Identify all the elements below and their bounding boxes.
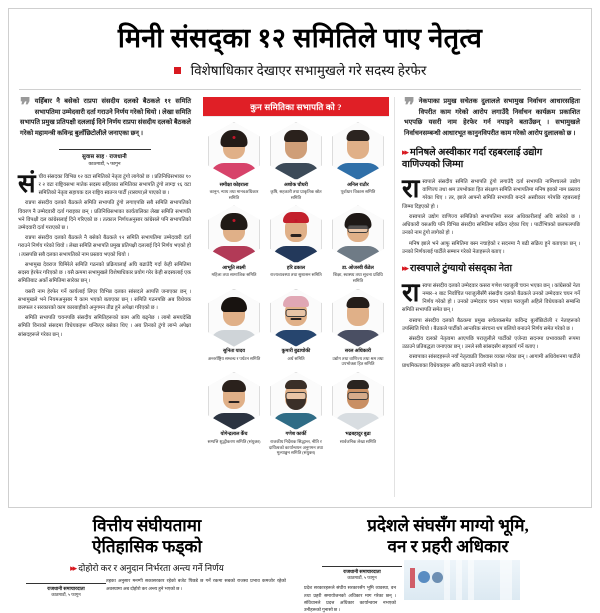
paragraph <box>18 168 191 198</box>
bottom-right-columns <box>304 560 592 612</box>
paragraph: समिति सभापति चयनपछि संसदीय समितिहरूको काम अघि बढ्नेछ । लामो समयदेखि समिति विनाको संसदमा विधेयकहरू थन्किएर बसेका थिए । अब तिनको टुंगो लाग्ने अपेक्षा सांसदहरूले गरेका छन् । <box>18 315 191 338</box>
photo-stripe <box>444 560 450 600</box>
subheadline: विशेषाधिकार देखाएर सभामुखले गरे सदस्य हेरफेर <box>190 63 427 79</box>
member-name: भद्रबहादुर बुढा <box>345 432 371 438</box>
photo-stripe <box>500 560 512 600</box>
member-name: अनिल राठौर <box>347 182 369 188</box>
emblem-secondary-icon <box>432 572 443 583</box>
paragraph: सभामुख देवराज घिमिरेले समिति गठनको प्रक्रियालाई अघि बढाउँदै गर्दा केही समितिमा सदस्य हेरफेर गरिएको छ । यसै क्रममा सभामुखले विशेषाधिकार प्रयोग गरेर केही सदस्यलाई एक समितिबाट अर्को समितिमा सारेका छन् । <box>18 261 191 285</box>
member-name: समीक्षा कोइराला <box>219 182 249 188</box>
right-heading-2 <box>402 263 580 276</box>
paragraph <box>402 277 580 315</box>
drop-cap: रा <box>402 174 420 204</box>
member-committee: राज्यव्यवस्था तथा सुशासन समिति <box>270 272 322 278</box>
member-name: कुमारी बुढाथोकी <box>281 349 311 355</box>
photo-stripe <box>456 560 462 600</box>
paragraph: रास्वपाका सांसदहरूले नयाँ नेतृत्वप्रति विश्वास व्यक्त गरेका छन् । आगामी अधिवेशनमा पार्टीले प्राथमिकताका विधेयकहरू अघि बढाउने तयारी गरेको छ । <box>402 354 580 369</box>
paragraph: राप्रपा संसदीय दलको बैठकले समिति सभापति टुंगो लगाएपछि सबै समिति सभापतिको विवरण नै उम्मेदवारी दर्ता गराइका छन् । प्रतिनिधिसभाका कार्यतालिका लेखा समिति सभापति भने विपक्षी दल कांग्रेसलाई दिने गरिएको छ । तत्काल निर्णयअनुसार कांग्रेसले पनि सभापतिको उम्मेदवारी दर्ता गराएको छ । <box>18 200 191 232</box>
photo-frame <box>270 289 322 347</box>
bottom-left-subhead <box>8 561 286 574</box>
member-cell <box>327 288 389 371</box>
member-committee: सार्वजनिक लेखा समिति <box>339 439 377 445</box>
subheadline-wrap <box>9 61 591 80</box>
photo-frame <box>208 372 260 430</box>
byline-author: राजधानी समाचारदाता <box>47 587 85 593</box>
headline-line-2: ऐतिहासिक फड्को <box>92 536 202 556</box>
member-photo <box>270 205 322 263</box>
right-column <box>394 93 580 497</box>
byline-date: काठमाडौं, ५ फागुन <box>347 575 377 581</box>
photo-frame <box>332 372 384 430</box>
double-chevron-icon: ▸▸ <box>402 263 408 274</box>
member-name: हरि ढकाल <box>286 265 306 271</box>
byline-date: काठमाडौं, ५ फागुन <box>88 161 121 167</box>
paragraph: रास्वपाले उद्योग वाणिज्य समितिको सभापतिमा सरल अधिकारीलाई अघि सारेको छ । अधिकारी यसअघि पनि विभिन्न संसदीय समितिमा सक्रिय रहेका थिए । पार्टीभित्रको छलफलपछि उनको नाम टुंगो लागेको हो । <box>402 213 580 237</box>
photo-frame <box>270 372 322 430</box>
double-chevron-icon: ▸▸ <box>70 563 76 574</box>
member-committee: कानुन, न्याय तथा मानवअधिकार समिति <box>209 189 259 200</box>
member-photo <box>332 372 384 430</box>
paragraph-text: स्वपाले संसदीय समिति सभापति टुंगो लगाउँदै दर्ता सभापति नामिश्चलले उद्योग वाणिज्य तथा श्रम उपभोक्ता हित संरक्षण समिति सभापतिमा मनिष झाको नाम प्रस्ताव गरेका थिए । तर, झाले आफ्नो समिति सभापति बन्दने अस्वीकार गरेपछि रहबरलाई जिम्मा दिइएको हो । <box>402 179 580 210</box>
member-grid <box>203 121 389 460</box>
bottom-right-photo <box>404 560 520 600</box>
member-name: अशोक चौधरी <box>283 182 308 188</box>
bottom-left-subhead-text: दोहोरो कर र अनुदान निर्भरता अन्त्य गर्ने निर्णय <box>78 563 224 574</box>
bottom-right-headline <box>304 516 592 557</box>
byline <box>59 149 151 167</box>
member-committee: पूर्वाधार विकास समिति <box>340 189 376 195</box>
member-photo <box>332 122 384 180</box>
paragraph-text: स्वपा संसदीय दलको उम्मेदवार कसरा गणेश पराजुली चयन भएका छन् । कांग्रेसको नेता नम्बर–२ बाट निर्वाचित पराजुलीसँगै संसदीय दलको बैठकले उनको उम्मेदवार चयन गर्ने निर्णय गरेको हो । उनको उम्मेदवार चयन भएका पराजुली अहिले विधेयकको सम्बन्धि समिति सभापति समेत छन् । <box>402 282 580 314</box>
bottom-left-headline <box>8 516 286 557</box>
member-cell <box>327 204 389 287</box>
member-committee: कृषि, सहकारी तथा प्राकृतिक स्रोत समिति <box>270 189 322 200</box>
byline-author: सुवास साह · राजधानी <box>82 153 127 160</box>
photo-frame <box>208 205 260 263</box>
bottom-left-columns <box>8 577 286 598</box>
quote-mark-icon: ❞ <box>404 93 415 118</box>
divider <box>19 89 581 90</box>
member-committee: सम्पत्ति शुद्धीकरण समिति (संयुक्त) <box>207 439 261 445</box>
member-photo <box>208 372 260 430</box>
member-photo <box>332 205 384 263</box>
page-title: मिनी संसद्का १२ समितिले पाए नेतृत्व <box>117 23 483 53</box>
byline-author: राजधानी समाचारदाता <box>343 570 381 576</box>
right-heading-1 <box>402 147 580 172</box>
member-cell <box>327 371 389 460</box>
photo-panel <box>198 97 394 497</box>
byline <box>322 566 402 581</box>
member-committee: शिक्षा, स्वास्थ्य तथा सूचना प्रविधि समिति <box>333 272 383 284</box>
member-name: डा. ओजस्वी कँडेल <box>342 265 374 271</box>
intro-quote <box>18 93 191 140</box>
member-committee: अन्तर्राष्ट्रिय सम्बन्ध र पर्यटन समिति <box>207 355 261 361</box>
member-committee: उद्योग तथा वाणिज्य तथा श्रम तथा उपभोक्ता हित समिति <box>332 355 384 367</box>
member-committee: अर्थ समिति <box>287 355 305 361</box>
flag-shape <box>410 568 415 588</box>
byline <box>26 583 106 598</box>
emblem-icon <box>418 571 430 583</box>
photo-frame <box>332 205 384 263</box>
photo-frame <box>332 122 384 180</box>
member-cell <box>327 121 389 204</box>
paragraph: राप्रपा संसदीय दलको बैठकले नै बसेको बैठकले १२ समिति सभापतिमा उम्मेदवारी दर्ता गराउने निर्णय गरेको थियो । लेखा समिति सभापति प्रमुख प्रतिपक्षी दललाई दिने निर्णय भएको हो । त्यसपछि सबै दलका सभापतिको नाम प्रस्ताव भएको थियो । <box>18 235 191 258</box>
double-chevron-icon: ▸▸ <box>402 146 408 157</box>
right-body-2 <box>402 277 580 370</box>
member-cell <box>265 371 327 460</box>
right-intro-text: नेकपाका प्रमुख सचेतक दुलालले सभामुख निर्वाचन आधारसहिता विपरीत काम गरेको आरोप लगाउँदै निर्वाचन कार्यक्रम प्रकाशित भएपछि यसरी नाम हेरफेर गर्न नपाइने बताउँछन् । सभामुखले निर्वाचनसम्बन्धी आधारभूत कानुनविपरीत काम गरेको आरोप दुलालको छ । <box>404 98 580 138</box>
member-photo <box>270 372 322 430</box>
paragraph: यसरी नाम हेरफेर गर्ने कार्यलाई लिएर विभिन्न दलका सांसदले आपत्ति जनाएका छन् । सभामुखले भने नियमअनुसार नै काम भएको बताएका छन् । समिति गठनपछि अब विधेयक छलफल र सरकारको काम कारबाहीको अनुगमन तीव्र हुने अपेक्षा गरिएको छ । <box>18 288 191 312</box>
right-heading-2-text: रास्वपाले टुंग्यायो संसद्का नेता <box>410 263 512 275</box>
member-photo <box>270 122 322 180</box>
right-heading-1-text: मनिषले अस्वीकार गर्दा रहबरलाई उद्योग वाणिज्यको जिम्मा <box>402 146 543 171</box>
drop-cap: रा <box>402 277 420 307</box>
member-photo <box>208 289 260 347</box>
paragraph-text: घीय संसदका विभिन्न १२ वटा समितिको नेतृत्व टुंगो लागेको छ । प्रतिनिधिसभाका १० र २ वटा राष्ट्रियसभा मातेक सदस्य सहितका समितिका सभापति टुंगो लाग्दा १६ वटा समितिको नेतृत्व सहायक दल राष्ट्रिय स्वतन्त्र पार्टी (रास्वपा)ले पाएको छ । <box>38 173 191 197</box>
member-cell <box>265 204 327 287</box>
bottom-left-body-2: तहका अनुसार मनग्गी सकासरकार रहेको बजेट पिछडे छ गर्ने रकमा सबको राजस्व प्रभाव कमजोर रहेको अवस्थामा अब दोहोरो कर अन्त्य हुने भएको छ । <box>106 578 286 591</box>
headline-line-2: वन र प्रहरी अधिकार <box>387 536 509 556</box>
right-body-1 <box>402 174 580 256</box>
member-cell <box>203 121 265 204</box>
member-cell <box>203 204 265 287</box>
member-photo <box>208 205 260 263</box>
paragraph: रास्वपा संसदीय दलको बैठकमा प्रमुख सचेतकसमेत कविन्द्र बुलाँछिटोली र नेताहरूको उपस्थिति थियो । बैठकले पार्टीको आन्तरिक संरचना थप बलियो बनाउने निर्णय समेत गरेको छ । <box>402 317 580 332</box>
byline-date: काठमाडौं, ५ फागुन <box>51 592 81 598</box>
member-committee: महिला तथा सामाजिक समिति <box>211 272 257 278</box>
quote-mark-icon: ❞ <box>20 93 31 118</box>
member-name: सरल अधिकारी <box>344 349 372 355</box>
photo-frame <box>208 289 260 347</box>
member-photo <box>332 289 384 347</box>
three-column-layout <box>18 93 582 497</box>
member-cell <box>203 371 265 460</box>
member-name: गणेश कार्की <box>285 432 307 438</box>
bottom-left-article <box>8 516 294 596</box>
left-column <box>18 93 198 497</box>
photo-panel-banner: कुन समितिका सभापति को ? <box>203 97 389 116</box>
right-intro-quote <box>402 93 580 140</box>
member-photo <box>270 289 322 347</box>
member-committee: राजकीय निर्देशक सिद्धान्त, नीति र दायित्वको कार्यान्वयन अनुगमन तथा मूल्याङ्कन समिति (संयुक्त) <box>268 439 324 456</box>
square-bullet-icon <box>174 67 181 74</box>
paragraph <box>402 174 580 211</box>
headline-line-1: वित्तीय संघीयतामा <box>92 516 202 535</box>
member-photo <box>208 122 260 180</box>
member-cell <box>265 288 327 371</box>
paragraph: संसदीय दलको नेतृत्वमा आएपछि पराजुलीले पार्टीको एजेन्डा सदनमा प्रभावकारी रूपमा उठाउने प्रतिबद्धता जनाएका छन् । उनले सबै सांसदसँग सहकार्य गर्ने बताए । <box>402 335 580 351</box>
member-name: आभूति लक्ष्मी <box>222 265 246 271</box>
headline-line-1: प्रदेशले संघसँग माग्यो भूमि, <box>367 516 529 535</box>
drop-cap: सं <box>18 168 36 198</box>
intro-text: यहिँबार नै बसेको राप्रपा संसदीय दलको बैठकले ११ समिति सभापतिमा उम्मेदवारी दर्ता गराउने निर्णय गरेको थियो । लेखा समिति सभापति प्रमुख प्रतिपक्षी दललाई दिने निर्णय राप्रपा संसदीय दलको बैठकले गरेको महामन्त्री कविन्द्र बुलाँछिटोलीले जनाएका छन् । <box>20 98 191 138</box>
bottom-right-article <box>294 516 592 612</box>
photo-frame <box>270 205 322 263</box>
member-name: सुनिता यादव <box>223 349 245 355</box>
bottom-articles <box>8 516 592 612</box>
photo-frame <box>332 289 384 347</box>
member-cell <box>265 121 327 204</box>
member-cell <box>203 288 265 371</box>
left-body-text <box>18 168 191 339</box>
photo-stripe <box>468 560 474 600</box>
photo-frame <box>270 122 322 180</box>
main-article-box <box>8 8 592 508</box>
member-name: योगेन्द्रलाल केँच <box>220 432 248 438</box>
bottom-right-body: प्रदेश सरकारहरूले संघीय सरकारसँग भूमि व्यवस्था, वन तथा प्रहरी समायोजनको अधिकार माग गरेका छन् । संविधानले प्रदत्त अधिकार कार्यान्वयन नभएको उनीहरूको गुनासो छ । <box>304 585 396 612</box>
photo-frame <box>208 122 260 180</box>
paragraph: मनिष झाले भने आफू समितिमा बस्न नचाहेको र सदनमा नै बढी सक्रिय हुने बताएका छन् । उनको निर्णयलाई पार्टीले सम्मान गरेको नेताहरूले बताए । <box>402 240 580 255</box>
